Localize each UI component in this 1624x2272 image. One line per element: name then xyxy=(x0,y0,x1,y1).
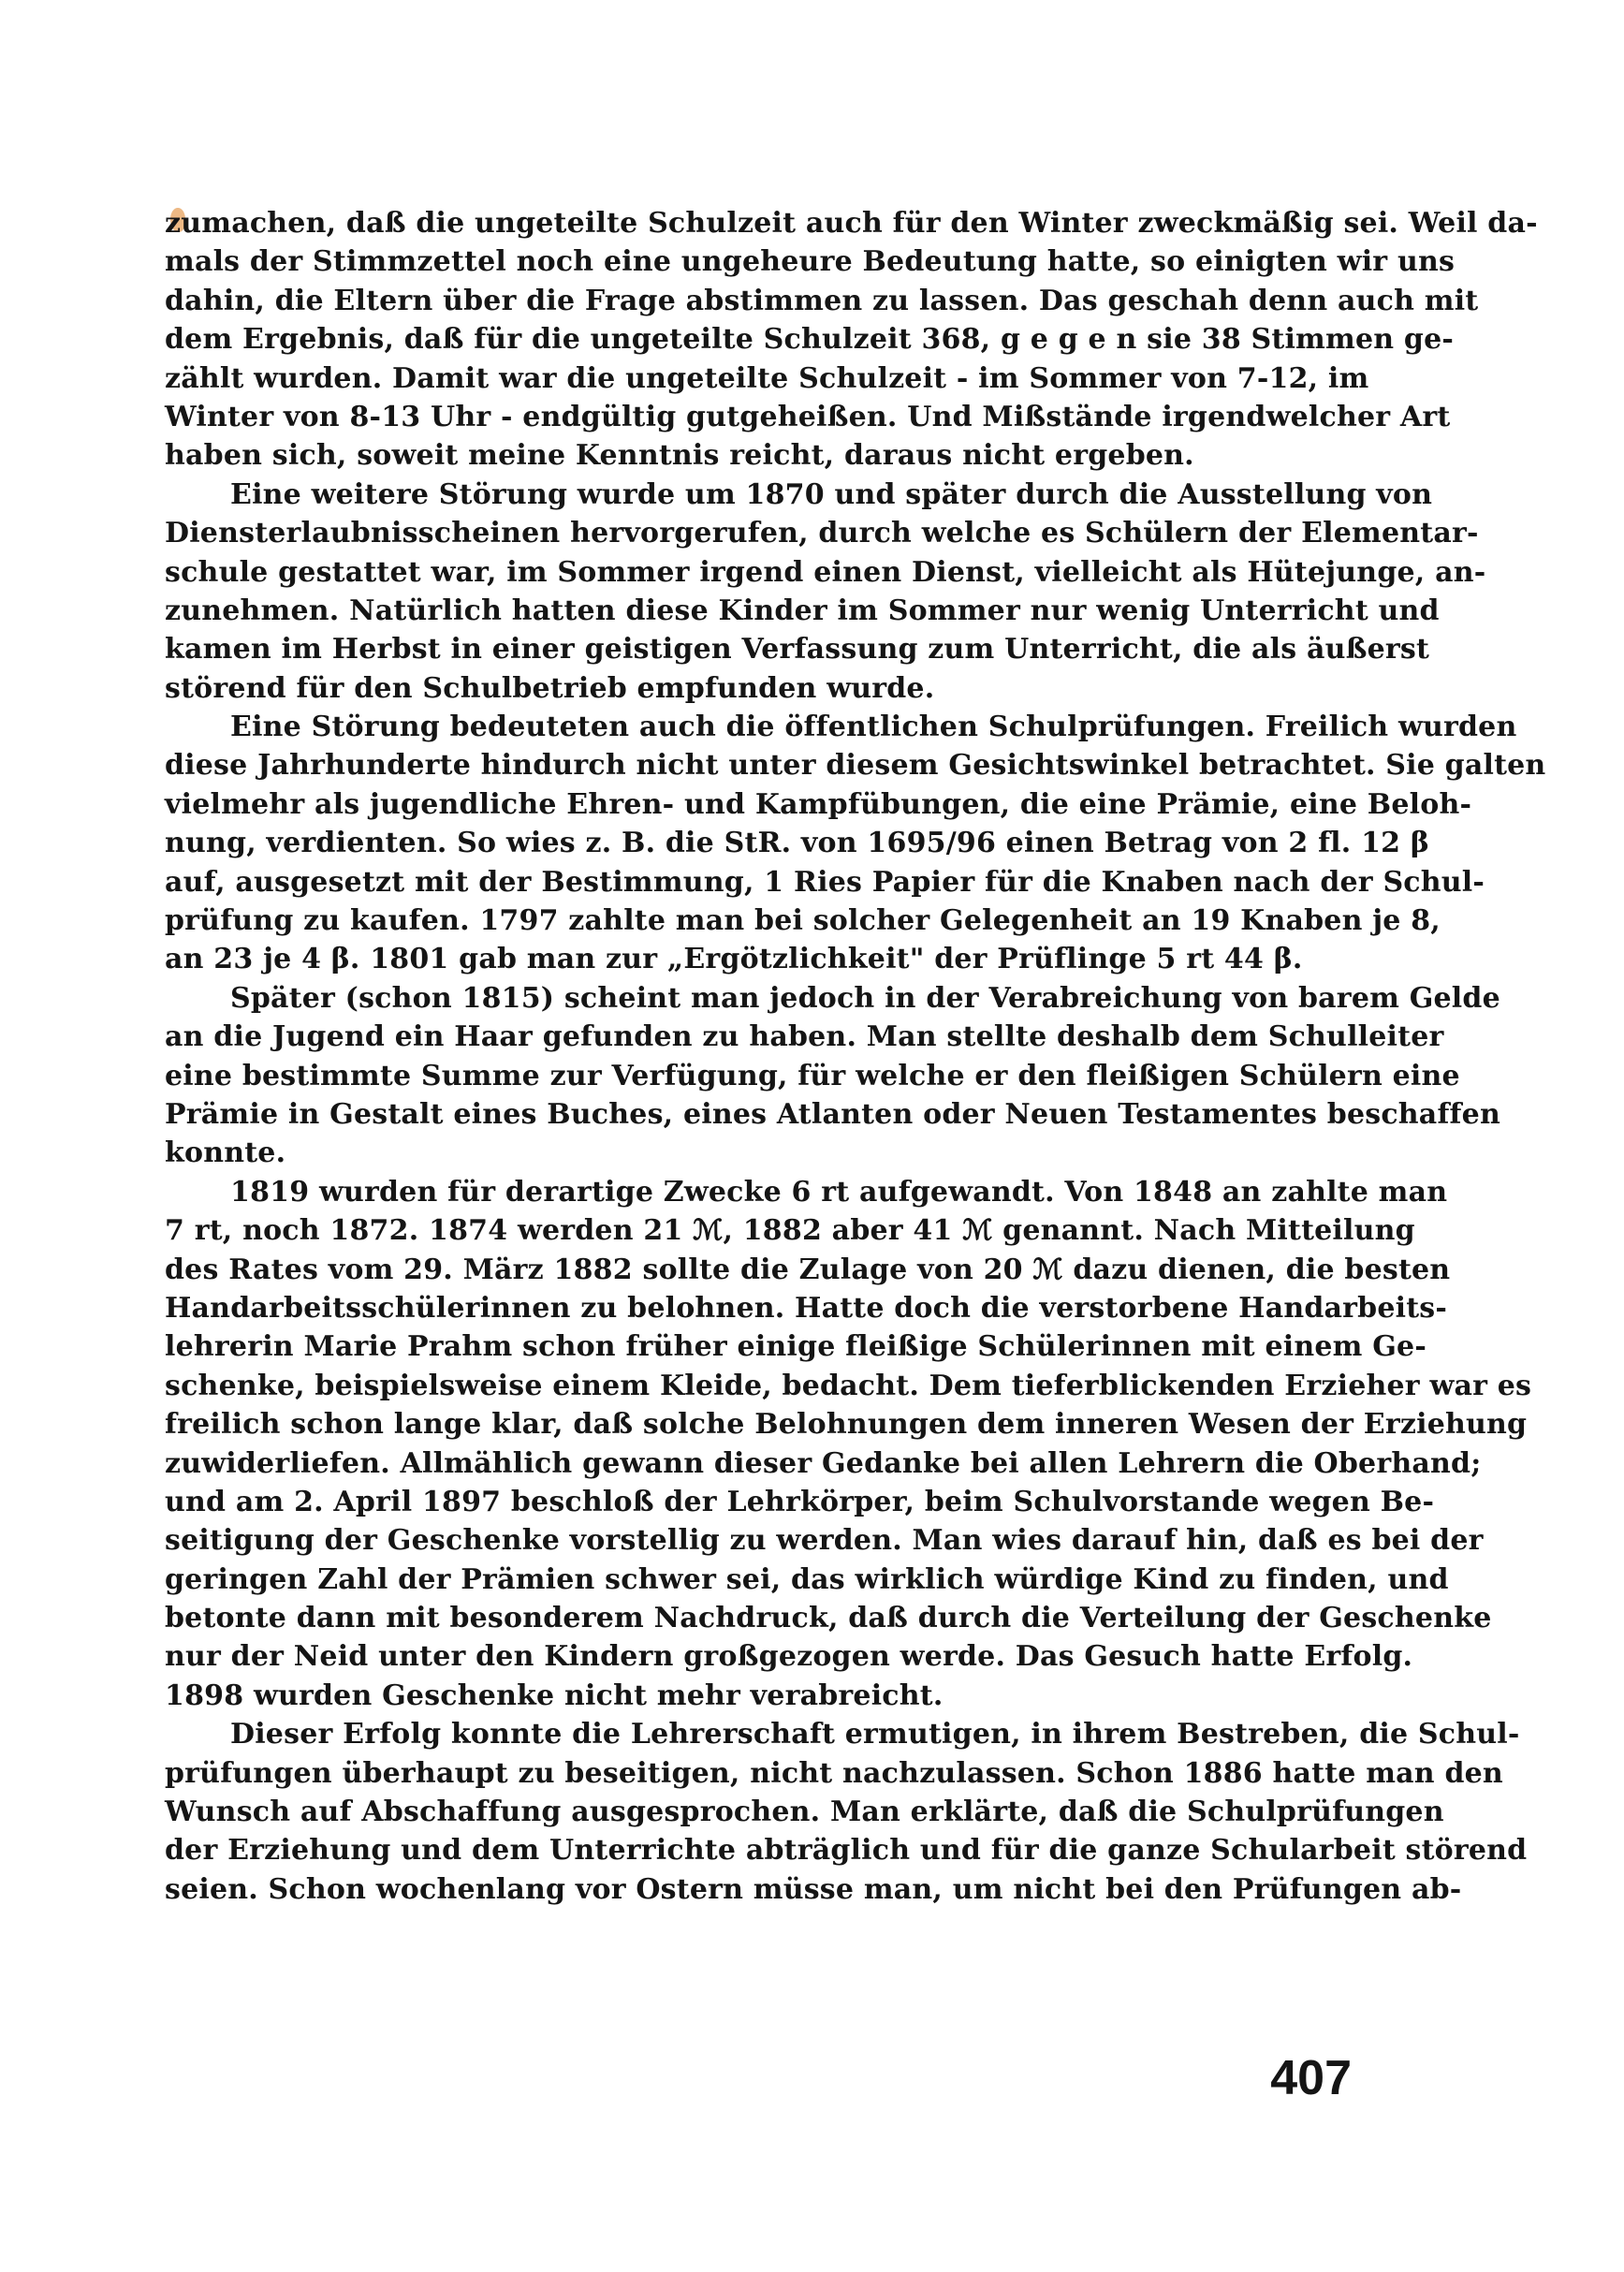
text-line: zunehmen. Natürlich hatten diese Kinder im Sommer nur wenig Unterricht und xyxy=(165,594,1440,627)
text-line: nur der Neid unter den Kindern großgezogen werde. Das Gesuch hatte Erfolg. xyxy=(165,1640,1413,1674)
text-line: zählt wurden. Damit war die ungeteilte Schulzeit - im Sommer von 7-12, im xyxy=(165,361,1369,395)
text-line: vielmehr als jugendliche Ehren- und Kampfübungen, die eine Prämie, eine Beloh- xyxy=(165,787,1472,821)
text-line: diese Jahrhunderte hindurch nicht unter diesem Gesichtswinkel betrachtet. Sie galten xyxy=(165,749,1546,783)
page-number: 407 xyxy=(1270,2051,1352,2105)
text-line: 1898 wurden Geschenke nicht mehr verabreicht. xyxy=(165,1678,944,1712)
paragraph xyxy=(165,708,1546,979)
text-line: haben sich, soweit meine Kenntnis reicht, daraus nicht ergeben. xyxy=(165,439,1194,473)
text-line: des Rates vom 29. März 1882 sollte die Zulage von 20 ℳ dazu dienen, die besten xyxy=(165,1253,1451,1286)
text-line: Später (schon 1815) scheint man jedoch in der Verabreichung von barem Gelde xyxy=(230,981,1500,1015)
text-line: Handarbeitsschülerinnen zu belohnen. Hatte doch die verstorbene Handarbeits- xyxy=(165,1291,1448,1325)
text-line: seien. Schon wochenlang vor Ostern müsse man, um nicht bei den Prüfungen ab- xyxy=(165,1872,1462,1906)
text-line: dahin, die Eltern über die Frage abstimmen zu lassen. Das geschah denn auch mit xyxy=(165,284,1479,317)
text-line: der Erziehung und dem Unterrichte abträglich und für die ganze Schularbeit störend xyxy=(165,1834,1528,1868)
text-line: nung, verdienten. So wies z. B. die StR. von 1695/96 einen Betrag von 2 fl. 12 β xyxy=(165,827,1429,860)
text-line: betonte dann mit besonderem Nachdruck, daß durch die Verteilung der Geschenke xyxy=(165,1602,1492,1635)
text-line: prüfungen überhaupt zu beseitigen, nicht nachzulassen. Schon 1886 hatte man den xyxy=(165,1756,1503,1790)
text-line: Winter von 8-13 Uhr - endgültig gutgeheißen. Und Mißstände irgendwelcher Art xyxy=(165,400,1451,433)
text-line: zumachen, daß die ungeteilte Schulzeit auch für den Winter zweckmäßig sei. Weil da- xyxy=(165,207,1538,240)
text-line: an die Jugend ein Haar gefunden zu haben. Man stellte deshalb dem Schulleiter xyxy=(165,1020,1444,1054)
paragraph xyxy=(165,476,1486,708)
text-line: 1819 wurden für derartige Zwecke 6 rt aufgewandt. Von 1848 an zahlte man xyxy=(230,1175,1448,1209)
text-line: Eine weitere Störung wurde um 1870 und später durch die Ausstellung von xyxy=(230,477,1433,511)
paragraph xyxy=(165,1715,1528,1909)
text-line: konnte. xyxy=(165,1136,286,1170)
text-line: Eine Störung bedeuteten auch die öffentlichen Schulprüfungen. Freilich wurden xyxy=(230,711,1517,744)
text-line: prüfung zu kaufen. 1797 zahlte man bei solcher Gelegenheit an 19 Knaben je 8, xyxy=(165,904,1441,938)
text-line: auf, ausgesetzt mit der Bestimmung, 1 Ries Papier für die Knaben nach der Schul- xyxy=(165,865,1485,899)
text-line: und am 2. April 1897 beschloß der Lehrkörper, beim Schulvorstande wegen Be- xyxy=(165,1485,1435,1518)
text-line: freilich schon lange klar, daß solche Belohnungen dem inneren Wesen der Erziehung xyxy=(165,1408,1528,1442)
text-line: lehrerin Marie Prahm schon früher einige fleißige Schülerinnen mit einem Ge- xyxy=(165,1330,1426,1364)
text-line: zuwiderliefen. Allmählich gewann dieser Gedanke bei allen Lehrern die Oberhand; xyxy=(165,1446,1482,1480)
text-line: dem Ergebnis, daß für die ungeteilte Schulzeit 368, g e g e n sie 38 Stimmen ge- xyxy=(165,323,1455,357)
text-line: Dieser Erfolg konnte die Lehrerschaft ermutigen, in ihrem Bestreben, die Schul- xyxy=(230,1718,1520,1752)
text-line: eine bestimmte Summe zur Verfügung, für welche er den fleißigen Schülern eine xyxy=(165,1059,1460,1092)
text-line: schule gestattet war, im Sommer irgend einen Dienst, vielleicht als Hütejunge, an- xyxy=(165,555,1486,589)
text-line: kamen im Herbst in einer geistigen Verfassung zum Unterricht, die als äußerst xyxy=(165,633,1430,667)
text-line: Prämie in Gestalt eines Buches, eines Atlanten oder Neuen Testamentes beschaffen xyxy=(165,1097,1500,1131)
text-line: 7 rt, noch 1872. 1874 werden 21 ℳ, 1882 aber 41 ℳ genannt. Nach Mitteilung xyxy=(165,1214,1415,1248)
text-line: störend für den Schulbetrieb empfunden wurde. xyxy=(165,671,935,705)
text-line: schenke, beispielsweise einem Kleide, bedacht. Dem tieferblickenden Erzieher war es xyxy=(165,1369,1532,1402)
paragraph xyxy=(165,979,1500,1173)
text-line: seitigung der Geschenke vorstellig zu werden. Man wies darauf hin, daß es bei der xyxy=(165,1524,1484,1558)
paragraph xyxy=(165,1173,1532,1715)
text-line: Wunsch auf Abschaffung ausgesprochen. Man erklärte, daß die Schulprüfungen xyxy=(165,1796,1444,1829)
body-text xyxy=(165,204,1546,1909)
text-line: geringen Zahl der Prämien schwer sei, das wirklich würdige Kind zu finden, und xyxy=(165,1562,1449,1596)
text-line: Diensterlaubnisscheinen hervorgerufen, durch welche es Schülern der Elementar- xyxy=(165,517,1479,550)
text-line: an 23 je 4 β. 1801 gab man zur „Ergötzlichkeit" der Prüflinge 5 rt 44 β. xyxy=(165,943,1303,976)
paragraph xyxy=(165,204,1538,476)
text-line: mals der Stimmzettel noch eine ungeheure Bedeutung hatte, so einigten wir uns xyxy=(165,245,1456,279)
